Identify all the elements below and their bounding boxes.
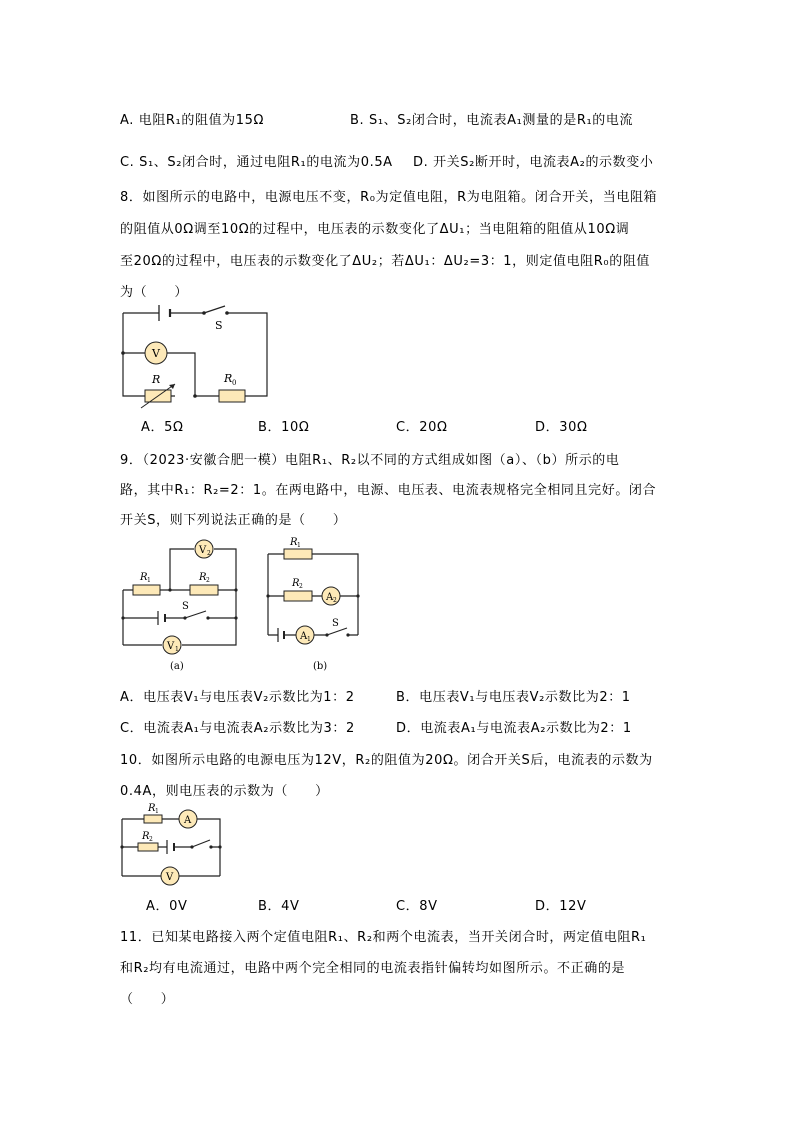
q10-ammeter-label: A — [184, 815, 192, 826]
q9a-r1-sub: 1 — [147, 577, 151, 584]
q11-text-line3: （ ） — [120, 992, 175, 1007]
q8-voltmeter-label: V — [152, 347, 160, 360]
q9-circuit-a — [118, 538, 243, 673]
q8-text-line2: 的阻值从0Ω调至10Ω的过程中，电压表的示数变化了ΔU₁；当电阻箱的阻值从10Ω调 — [120, 222, 630, 237]
q10-r1-label: R — [148, 803, 156, 814]
q11-text-line1: 11．已知某电路接入两个定值电阻R₁、R₂和两个电流表，当开关闭合时，两定值电阻R₁ — [120, 930, 647, 945]
q8-option-c: C．20Ω — [396, 420, 448, 435]
q9-text-line2: 路，其中R₁：R₂=2：1。在两电路中，电源、电压表、电流表规格完全相同且完好。闭合 — [120, 483, 657, 498]
q9b-resistor-r1 — [284, 549, 312, 559]
q9-option-a: A．电压表V₁与电压表V₂示数比为1：2 — [120, 690, 355, 705]
q10-r2-sub: 2 — [149, 836, 153, 843]
q9a-r2-label: R — [199, 572, 207, 583]
q11-text-line2: 和R₂均有电流通过，电路中两个完全相同的电流表指针偏转均如图所示。不正确的是 — [120, 961, 626, 976]
q7-option-d: D. 开关S₂断开时，电流表A₂的示数变小 — [413, 155, 654, 170]
q7-option-b: B. S₁、S₂闭合时，电流表A₁测量的是R₁的电流 — [350, 113, 634, 128]
q9-circuit-b — [262, 536, 367, 676]
q9b-a2-sub: 2 — [333, 597, 337, 604]
q8-r0-subscript: 0 — [232, 379, 237, 387]
q10-r1-sub: 1 — [155, 808, 159, 815]
q9a-v1-sub: 1 — [175, 646, 179, 653]
q10-option-d: D．12V — [535, 899, 587, 914]
q9a-v2-sub: 2 — [207, 550, 211, 557]
q8-text-line4: 为（ ） — [120, 285, 189, 300]
q9a-r1-label: R — [140, 572, 148, 583]
q9-option-c: C．电流表A₁与电流表A₂示数比为3：2 — [120, 721, 355, 736]
q8-option-d: D．30Ω — [535, 420, 588, 435]
q9-option-d: D．电流表A₁与电流表A₂示数比为2：1 — [396, 721, 632, 736]
q9b-r2-label: R — [292, 578, 300, 589]
q9b-a1-sub: 1 — [307, 636, 311, 643]
q10-resistor-r2 — [138, 843, 158, 851]
q10-voltmeter-label: V — [166, 872, 174, 883]
q9b-r1-sub: 1 — [297, 542, 301, 549]
q7-option-a: A. 电阻R₁的阻值为15Ω — [120, 113, 265, 128]
q8-text-line1: 8．如图所示的电路中，电源电压不变，R₀为定值电阻，R为电阻箱。闭合开关，当电阻箱 — [120, 190, 658, 205]
q8-option-b: B．10Ω — [258, 420, 310, 435]
q7-option-c: C. S₁、S₂闭合时，通过电阻R₁的电流为0.5A — [120, 155, 393, 170]
q10-option-c: C．8V — [396, 899, 438, 914]
q8-r0-label: R — [224, 372, 233, 385]
q10-circuit-diagram — [117, 800, 227, 890]
q9b-caption: (b) — [313, 661, 328, 672]
q9b-switch-label: S — [332, 618, 339, 629]
q9b-r2-sub: 2 — [299, 583, 303, 590]
q9a-caption: (a) — [170, 661, 184, 672]
q8-resistor-r0 — [219, 390, 245, 402]
q10-option-b: B．4V — [258, 899, 300, 914]
q9-text-line1: 9．（2023·安徽合肥一模）电阻R₁、R₂以不同的方式组成如图（a）、（b）所示的电 — [120, 453, 620, 468]
q9a-resistor-r2 — [190, 585, 218, 595]
q9a-resistor-r1 — [133, 585, 160, 595]
q8-option-a: A．5Ω — [141, 420, 184, 435]
q9a-r2-sub: 2 — [206, 577, 210, 584]
q10-text-line1: 10．如图所示电路的电源电压为12V，R₂的阻值为20Ω。闭合开关S后，电流表的示数为 — [120, 753, 653, 768]
q9b-r1-label: R — [290, 537, 298, 548]
q10-resistor-r1 — [144, 815, 162, 823]
q9b-resistor-r2 — [284, 591, 312, 601]
q10-option-a: A．0V — [146, 899, 188, 914]
q8-switch-label: S — [215, 319, 223, 332]
q10-r2-label: R — [142, 831, 150, 842]
q9b-a2-label: A — [326, 592, 334, 603]
q9-text-line3: 开关S，则下列说法正确的是（ ） — [120, 513, 347, 528]
q9a-v1-label: V — [167, 641, 175, 652]
q8-rbox-label: R — [152, 373, 161, 386]
q9-option-b: B．电压表V₁与电压表V₂示数比为2：1 — [396, 690, 631, 705]
q10-text-line2: 0.4A，则电压表的示数为（ ） — [120, 784, 329, 799]
q9b-a1-label: A — [300, 631, 308, 642]
q8-circuit-diagram — [115, 300, 275, 405]
q9a-switch-label: S — [182, 601, 189, 612]
q9a-v2-label: V — [199, 545, 207, 556]
q8-text-line3: 至20Ω的过程中，电压表的示数变化了ΔU₂；若ΔU₁：ΔU₂=3：1，则定值电阻R₀的阻值 — [120, 254, 651, 269]
